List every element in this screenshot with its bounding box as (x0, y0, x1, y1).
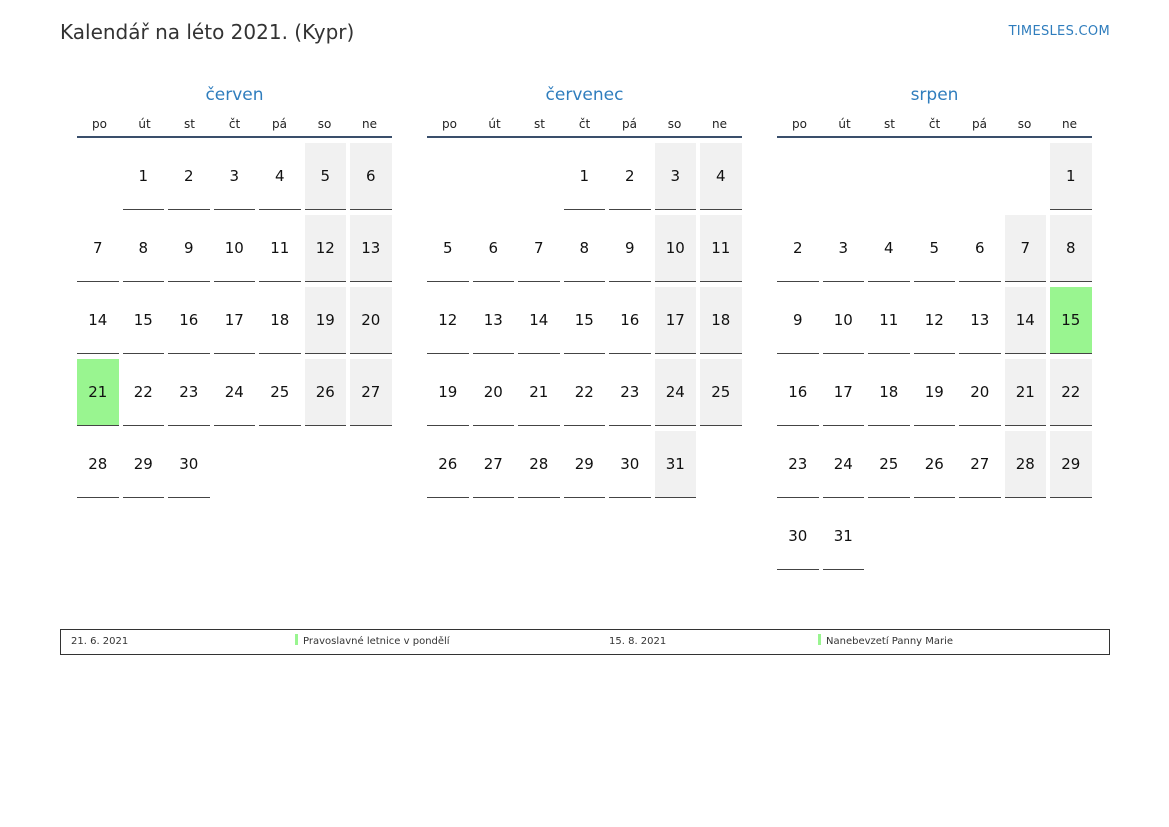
empty-cell (959, 143, 1001, 209)
day-cell: 12 (427, 287, 469, 354)
day-cell: 7 (518, 215, 560, 282)
day-grid (777, 143, 1092, 570)
day-cell: 20 (473, 359, 515, 426)
day-cell: 19 (305, 287, 347, 354)
holiday-color-marker (818, 634, 821, 645)
day-cell: 6 (959, 215, 1001, 282)
day-cell: 3 (214, 143, 256, 210)
day-cell: 7 (77, 215, 119, 282)
day-cell: 2 (609, 143, 651, 210)
day-cell: 10 (655, 215, 697, 282)
weekday-header (427, 112, 742, 138)
weekday-label: st (184, 117, 195, 131)
day-cell: 14 (518, 287, 560, 354)
day-cell: 16 (168, 287, 210, 354)
day-cell: 30 (609, 431, 651, 498)
day-cell: 11 (259, 215, 301, 282)
day-cell: 19 (914, 359, 956, 426)
weekday-label: út (838, 117, 851, 131)
day-cell: 26 (305, 359, 347, 426)
weekday-label: út (488, 117, 501, 131)
day-cell: 13 (350, 215, 392, 282)
day-cell: 8 (564, 215, 606, 282)
weekday-label: so (1017, 117, 1032, 131)
day-cell: 7 (1005, 215, 1047, 282)
day-cell: 12 (305, 215, 347, 282)
day-cell: 16 (609, 287, 651, 354)
day-cell: 5 (914, 215, 956, 282)
day-cell: 1 (564, 143, 606, 210)
day-cell: 9 (168, 215, 210, 282)
weekday-label: pá (622, 117, 637, 131)
holiday-color-marker (295, 634, 298, 645)
day-cell: 29 (1050, 431, 1092, 498)
day-cell: 1 (1050, 143, 1092, 210)
day-cell: 17 (823, 359, 865, 426)
day-cell: 14 (1005, 287, 1047, 354)
empty-cell (777, 143, 819, 209)
day-cell: 28 (518, 431, 560, 498)
day-cell: 4 (700, 143, 742, 210)
day-cell: 2 (168, 143, 210, 210)
day-cell: 18 (259, 287, 301, 354)
day-cell: 26 (427, 431, 469, 498)
day-cell: 4 (868, 215, 910, 282)
day-cell: 15 (564, 287, 606, 354)
weekday-label: so (317, 117, 332, 131)
day-cell: 6 (473, 215, 515, 282)
day-cell: 2 (777, 215, 819, 282)
weekday-label: st (534, 117, 545, 131)
day-cell: 24 (655, 359, 697, 426)
day-cell: 15 (123, 287, 165, 354)
month-june (77, 82, 392, 498)
day-cell: 8 (1050, 215, 1092, 282)
day-cell: 16 (777, 359, 819, 426)
day-cell: 21 (518, 359, 560, 426)
day-cell: 17 (214, 287, 256, 354)
day-cell: 22 (123, 359, 165, 426)
day-cell: 23 (609, 359, 651, 426)
weekday-label: čt (928, 117, 941, 131)
day-cell: 9 (609, 215, 651, 282)
legend-date: 21. 6. 2021 (71, 636, 129, 647)
weekday-label: po (442, 117, 457, 131)
weekday-label: čt (578, 117, 591, 131)
empty-cell (1005, 143, 1047, 209)
day-cell: 31 (823, 503, 865, 570)
day-cell: 21 (1005, 359, 1047, 426)
day-cell: 30 (168, 431, 210, 498)
empty-cell (823, 143, 865, 209)
day-cell: 25 (868, 431, 910, 498)
day-cell: 5 (427, 215, 469, 282)
weekday-header (777, 112, 1092, 138)
day-cell: 11 (700, 215, 742, 282)
site-link[interactable]: TIMESLES.COM (1008, 24, 1110, 39)
empty-cell (518, 143, 560, 209)
weekday-header (77, 112, 392, 138)
day-cell: 6 (350, 143, 392, 210)
day-cell: 11 (868, 287, 910, 354)
legend-label: Nanebevzetí Panny Marie (826, 636, 954, 647)
empty-cell (868, 143, 910, 209)
day-cell: 28 (77, 431, 119, 498)
day-cell: 23 (777, 431, 819, 498)
day-cell: 13 (473, 287, 515, 354)
empty-cell (427, 143, 469, 209)
day-cell: 29 (564, 431, 606, 498)
day-cell: 12 (914, 287, 956, 354)
weekday-label: po (792, 117, 807, 131)
weekday-label: pá (272, 117, 287, 131)
day-cell: 1 (123, 143, 165, 210)
day-cell: 18 (700, 287, 742, 354)
day-cell: 14 (77, 287, 119, 354)
weekday-label: ne (362, 117, 377, 131)
day-cell: 10 (214, 215, 256, 282)
day-cell: 3 (823, 215, 865, 282)
day-cell: 22 (564, 359, 606, 426)
weekday-label: út (138, 117, 151, 131)
day-grid (427, 143, 742, 498)
day-cell: 18 (868, 359, 910, 426)
weekday-label: pá (972, 117, 987, 131)
day-cell: 17 (655, 287, 697, 354)
legend-entry (295, 630, 450, 654)
day-cell: 24 (214, 359, 256, 426)
page-title: Kalendář na léto 2021. (Kypr) (60, 20, 355, 44)
weekday-label: ne (1062, 117, 1077, 131)
day-cell: 31 (655, 431, 697, 498)
day-cell: 29 (123, 431, 165, 498)
empty-cell (473, 143, 515, 209)
day-cell: 27 (350, 359, 392, 426)
empty-cell (914, 143, 956, 209)
holiday-day-cell: 15 (1050, 287, 1092, 354)
weekday-label: so (667, 117, 682, 131)
month-name: červen (205, 85, 264, 105)
day-cell: 22 (1050, 359, 1092, 426)
empty-cell (77, 143, 119, 209)
day-grid (77, 143, 392, 498)
day-cell: 4 (259, 143, 301, 210)
day-cell: 8 (123, 215, 165, 282)
day-cell: 9 (777, 287, 819, 354)
day-cell: 10 (823, 287, 865, 354)
weekday-label: st (884, 117, 895, 131)
holiday-legend (60, 629, 1110, 655)
day-cell: 25 (700, 359, 742, 426)
day-cell: 24 (823, 431, 865, 498)
weekday-label: po (92, 117, 107, 131)
legend-label: Pravoslavné letnice v pondělí (303, 636, 450, 647)
day-cell: 30 (777, 503, 819, 570)
day-cell: 19 (427, 359, 469, 426)
day-cell: 20 (959, 359, 1001, 426)
day-cell: 26 (914, 431, 956, 498)
month-name: červenec (545, 85, 624, 105)
day-cell: 25 (259, 359, 301, 426)
day-cell: 13 (959, 287, 1001, 354)
day-cell: 20 (350, 287, 392, 354)
day-cell: 5 (305, 143, 347, 210)
month-name: srpen (910, 85, 959, 105)
weekday-label: čt (228, 117, 241, 131)
holiday-day-cell: 21 (77, 359, 119, 426)
day-cell: 28 (1005, 431, 1047, 498)
day-cell: 27 (473, 431, 515, 498)
day-cell: 3 (655, 143, 697, 210)
month-july (427, 82, 742, 498)
legend-entry (818, 630, 953, 654)
weekday-label: ne (712, 117, 727, 131)
day-cell: 23 (168, 359, 210, 426)
day-cell: 27 (959, 431, 1001, 498)
legend-date: 15. 8. 2021 (609, 636, 667, 647)
month-august (777, 82, 1092, 570)
